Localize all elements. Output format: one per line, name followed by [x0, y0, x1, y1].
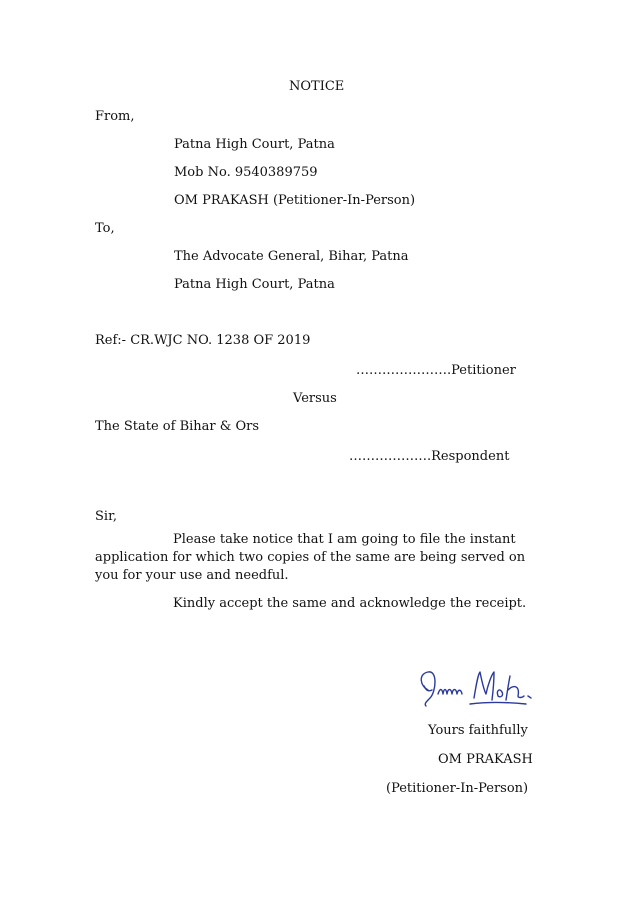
body-paragraph-1 — [95, 531, 540, 585]
signatory-designation: (Petitioner-In-Person) — [386, 781, 529, 796]
valediction: Yours faithfully — [428, 723, 528, 738]
from-line-mobile: Mob No. 9540389759 — [174, 165, 318, 180]
salutation: Sir, — [95, 509, 117, 524]
respondent-line: ……………….Respondent — [349, 449, 510, 464]
from-line-name: OM PRAKASH (Petitioner-In-Person) — [174, 193, 416, 208]
signatory-name: OM PRAKASH — [438, 752, 533, 767]
from-label: From, — [95, 109, 135, 124]
notice-heading: NOTICE — [289, 79, 345, 94]
petitioner-line: ………………….Petitioner — [356, 363, 516, 378]
versus-label: Versus — [293, 391, 337, 406]
from-line-court: Patna High Court, Patna — [174, 137, 335, 152]
to-line-advocate: The Advocate General, Bihar, Patna — [174, 249, 409, 264]
opponent-line: The State of Bihar & Ors — [95, 419, 259, 434]
body-paragraph-2-text: Kindly accept the same and acknowledge the receipt. — [173, 596, 527, 611]
handwritten-signature — [414, 660, 544, 718]
body-paragraph-2 — [95, 595, 540, 613]
to-line-court: Patna High Court, Patna — [174, 277, 335, 292]
to-label: To, — [95, 221, 115, 236]
reference-line: Ref:- CR.WJC NO. 1238 OF 2019 — [95, 333, 311, 348]
body-paragraph-1-text: Please take notice that I am going to file the instant application for which two copies of the same are being served on you for your use and needful. — [95, 532, 526, 583]
